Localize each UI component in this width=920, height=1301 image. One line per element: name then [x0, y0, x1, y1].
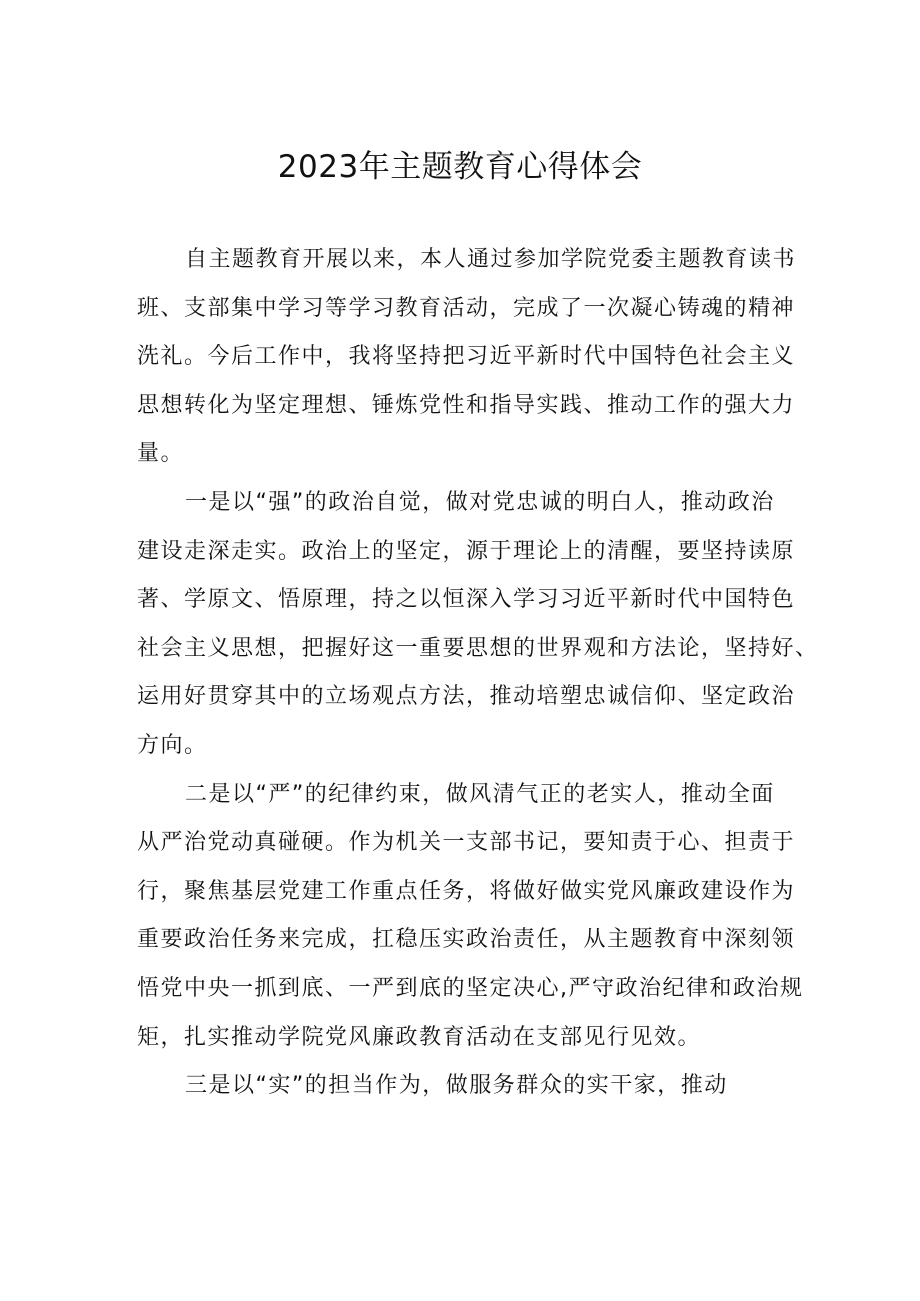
paragraph-line: 量。	[137, 441, 185, 467]
paragraph-point-three	[0, 1062, 920, 1111]
paragraph-line: 行，聚焦基层党建工作重点任务，将做好做实党风廉政建设作为	[137, 878, 796, 904]
paragraph-line: 方向。	[137, 732, 208, 758]
paragraph-line: 运用好贯穿其中的立场观点方法，推动培塑忠诚信仰、坚定政治	[137, 684, 796, 710]
paragraph-line: 班、支部集中学习等学习教育活动，完成了一次凝心铸魂的精神	[137, 295, 796, 321]
paragraph-line: 建设走深走实。政治上的坚定，源于理论上的清醒，要坚持读原	[137, 538, 796, 564]
paragraph-line: 矩，扎实推动学院党风廉政教育活动在支部见行见效。	[137, 1024, 702, 1050]
document-title: 2023年主题教育心得体会	[277, 149, 643, 185]
paragraph-line: 从严治党动真碰硬。作为机关一支部书记，要知责于心、担责于	[137, 830, 796, 856]
paragraph-line: 悟党中央一抓到底、一严到底的坚定决心,严守政治纪律和政治规	[137, 975, 804, 1001]
paragraph-line: 洗礼。今后工作中，我将坚持把习近平新时代中国特色社会主义	[137, 344, 796, 370]
paragraph-line: 重要政治任务来完成，扛稳压实政治责任，从主题教育中深刻领	[137, 927, 796, 953]
paragraph-line: 自主题教育开展以来，本人通过参加学院党委主题教育读书	[185, 247, 797, 272]
paragraph-line: 一是以“强”的政治自觉，做对党忠诚的明白人，推动政治	[185, 489, 775, 515]
paragraph-line: 思想转化为坚定理想、锤炼党性和指导实践、推动工作的强大力	[137, 392, 796, 418]
paragraph-line: 著、学原文、悟原理，持之以恒深入学习习近平新时代中国特色	[137, 587, 796, 613]
document-body	[0, 236, 920, 1111]
paragraph-point-one	[0, 479, 920, 771]
paragraph-point-two	[0, 771, 920, 1063]
paragraph-line: 二是以“严”的纪律约束，做风清气正的老实人，推动全面	[185, 781, 775, 807]
paragraph-line: 社会主义思想，把握好这一重要思想的世界观和方法论，坚持好、	[137, 635, 819, 661]
paragraph-intro	[0, 236, 920, 479]
paragraph-line: 三是以“实”的担当作为，做服务群众的实干家，推动	[185, 1073, 728, 1099]
